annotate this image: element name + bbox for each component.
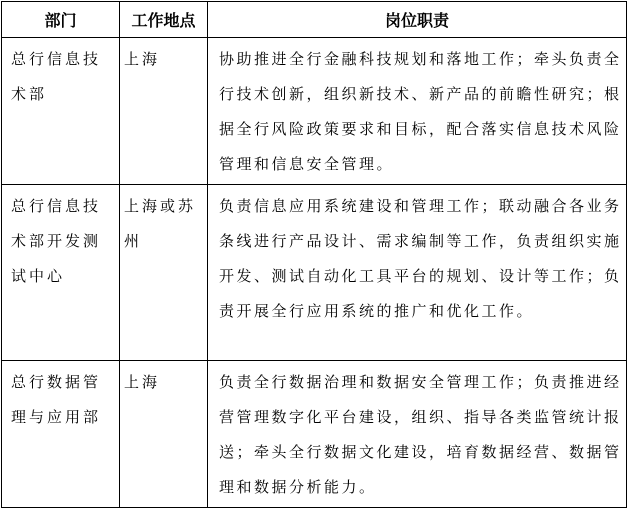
department-cell: 总行信息技术部开发测试中心 [2,185,120,361]
department-cell: 总行数据管理与应用部 [2,361,120,508]
location-cell: 上海 [120,38,208,185]
location-cell: 上海或苏州 [120,185,208,361]
header-duties: 岗位职责 [208,2,627,38]
header-location: 工作地点 [120,2,208,38]
duties-cell: 协助推进全行金融科技规划和落地工作；牵头负责全行技术创新，组织新技术、新产品的前瞻性研究；根据全行风险政策要求和目标，配合落实信息技术风险管理和信息安全管理。 [208,38,627,185]
department-cell: 总行信息技术部 [2,38,120,185]
header-department: 部门 [2,2,120,38]
table-header-row [2,2,627,38]
job-duties-table [1,1,627,508]
table-row [2,361,627,508]
table-row [2,38,627,185]
location-cell: 上海 [120,361,208,508]
table-row [2,185,627,361]
job-table-document [1,1,626,497]
duties-cell: 负责全行数据治理和数据安全管理工作；负责推进经营管理数字化平台建设，组织、指导各类监管统计报送；牵头全行数据文化建设，培育数据经营、数据管理和数据分析能力。 [208,361,627,508]
duties-cell: 负责信息应用系统建设和管理工作；联动融合各业务条线进行产品设计、需求编制等工作，负责组织实施开发、测试自动化工具平台的规划、设计等工作；负责开展全行应用系统的推广和优化工作。 [208,185,627,361]
